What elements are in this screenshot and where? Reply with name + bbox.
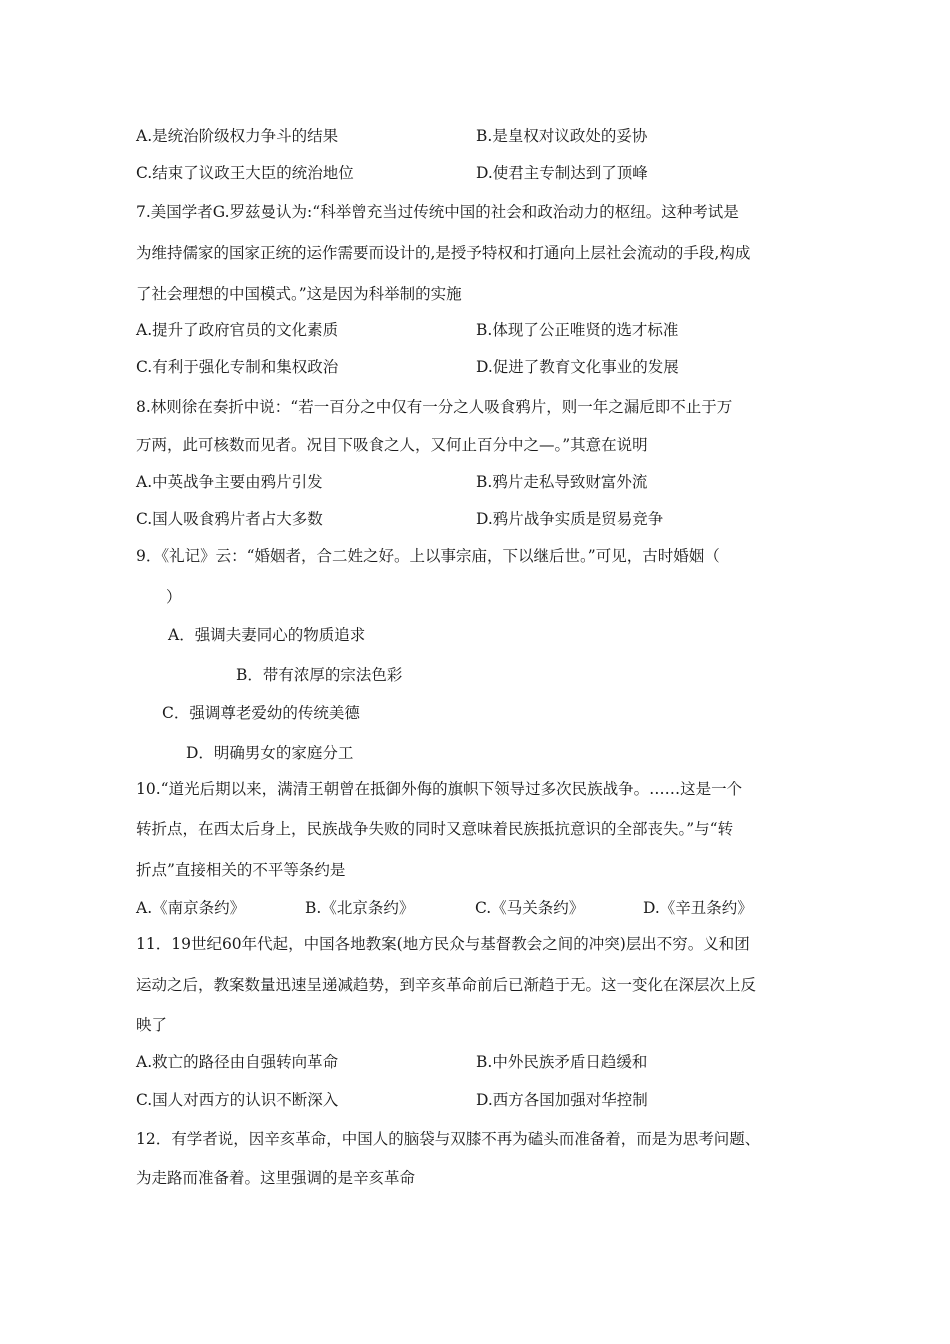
q6-option-c: C.结束了议政王大臣的统治地位 xyxy=(136,164,354,182)
q9-option-b: B．带有浓厚的宗法色彩 xyxy=(236,666,403,684)
q12-stem-line-2: 为走路而准备着。这里强调的是辛亥革命 xyxy=(136,1169,416,1187)
q11-option-a: A.救亡的路径由自强转向革命 xyxy=(136,1053,339,1071)
q11-stem-line-1: 11．19世纪60年代起，中国各地教案(地方民众与基督教会之间的冲突)层出不穷。义和团 xyxy=(136,935,750,953)
q8-option-c: C.国人吸食鸦片者占大多数 xyxy=(136,510,323,528)
q9-option-d: D．明确男女的家庭分工 xyxy=(186,744,354,762)
q9-option-c: C．强调尊老爱幼的传统美德 xyxy=(162,704,360,722)
q6-option-d: D.使君主专制达到了顶峰 xyxy=(476,164,648,182)
q7-stem-line-3: 了社会理想的中国模式。”这是因为科举制的实施 xyxy=(136,285,462,303)
q11-option-d: D.西方各国加强对华控制 xyxy=(476,1091,648,1109)
q9-option-a: A．强调夫妻同心的物质追求 xyxy=(168,626,366,644)
q8-option-a: A.中英战争主要由鸦片引发 xyxy=(136,473,323,491)
q10-option-d: D.《辛丑条约》 xyxy=(643,899,753,917)
q8-stem-line-2: 万两，此可核数而见者。况目下吸食之人，又何止百分中之—。”其意在说明 xyxy=(136,436,648,454)
q9-stem-line-1: 9．《礼记》云：“婚姻者，合二姓之好。上以事宗庙，下以继后世。”可见，古时婚姻（ xyxy=(136,547,720,565)
q7-option-c: C.有利于强化专制和集权政治 xyxy=(136,358,339,376)
q7-option-d: D.促进了教育文化事业的发展 xyxy=(476,358,679,376)
q10-stem-line-3: 折点”直接相关的不平等条约是 xyxy=(136,861,346,879)
q7-option-a: A.提升了政府官员的文化素质 xyxy=(136,321,339,339)
q7-stem-line-1: 7.美国学者G.罗兹曼认为:“科举曾充当过传统中国的社会和政治动力的枢纽。这种考试是 xyxy=(136,203,739,221)
q7-stem-line-2: 为维持儒家的国家正统的运作需要而设计的,是授予特权和打通向上层社会流动的手段,构成 xyxy=(136,244,751,262)
q7-option-b: B.体现了公正唯贤的选才标准 xyxy=(476,321,679,339)
q6-option-a: A.是统治阶级权力争斗的结果 xyxy=(136,127,339,145)
q11-stem-line-3: 映了 xyxy=(136,1016,168,1034)
q8-option-b: B.鸦片走私导致财富外流 xyxy=(476,473,648,491)
q10-stem-line-2: 转折点，在西太后身上，民族战争失败的同时又意味着民族抵抗意识的全部丧失。”与“转 xyxy=(136,820,734,838)
q11-stem-line-2: 运动之后，教案数量迅速呈递减趋势，到辛亥革命前后已渐趋于无。这一变化在深层次上反 xyxy=(136,976,757,994)
q11-option-c: C.国人对西方的认识不断深入 xyxy=(136,1091,339,1109)
q10-option-c: C.《马关条约》 xyxy=(475,899,585,917)
q12-stem-line-1: 12．有学者说，因辛亥革命，中国人的脑袋与双膝不再为磕头而准备着，而是为思考问题、 xyxy=(136,1130,761,1148)
q8-stem-line-1: 8.林则徐在奏折中说：“若一百分之中仅有一分之人吸食鸦片，则一年之漏卮即不止于万 xyxy=(136,398,733,416)
q10-stem-line-1: 10.“道光后期以来，满清王朝曾在抵御外侮的旗帜下领导过多次民族战争。……这是一个 xyxy=(136,780,743,798)
q10-option-b: B.《北京条约》 xyxy=(305,899,415,917)
q10-option-a: A.《南京条约》 xyxy=(136,899,246,917)
q11-option-b: B.中外民族矛盾日趋缓和 xyxy=(476,1053,648,1071)
q9-stem-line-2: ） xyxy=(166,588,182,606)
q8-option-d: D.鸦片战争实质是贸易竞争 xyxy=(476,510,664,528)
q6-option-b: B.是皇权对议政处的妥协 xyxy=(476,127,648,145)
